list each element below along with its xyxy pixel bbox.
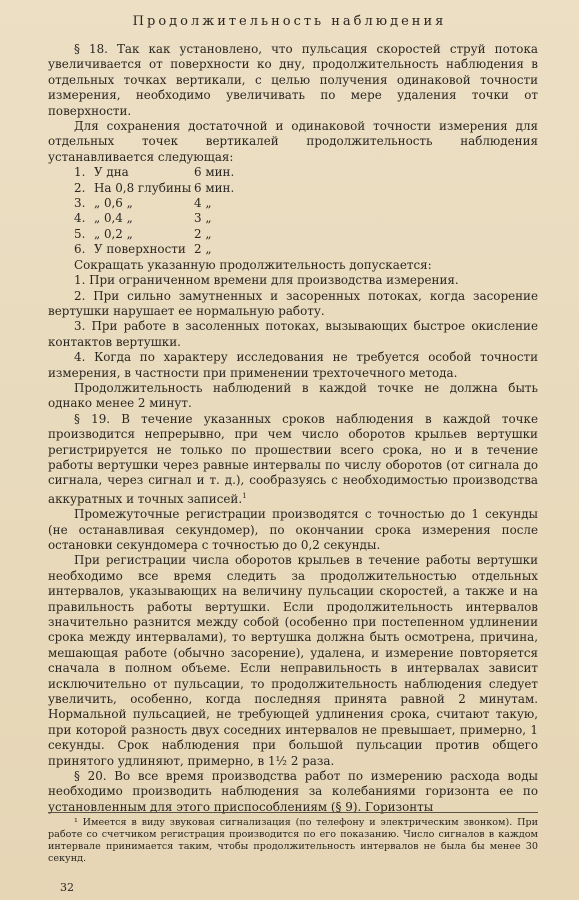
body-text [48, 42, 538, 815]
page-number: 32 [60, 881, 74, 894]
paragraph-19: § 19. В течение указанных сроков наблюдения в каждой точке производится непрерывно, при чем число оборотов крыльев вертушки регистрируется не только по прошествии всего срока, но и в течение работы вертушки через равные интервалы по числу оборотов (от сигнала до сигнала, через сигнал и т. д.), сообразуясь с необходимостью производства аккуратных и точных записей.$^1$ [48, 411, 538, 506]
list-item: 5. „ 0,2 „ 2 „ [74, 226, 212, 241]
footnote-marker: 1 [242, 491, 247, 500]
paragraph-19-intermediate: Промежуточные регистрации производятся с точностью до 1 секунды (не останавливая секундомер), по окончании срока измерения после остановки секундомера с точностью до 0,2 секунды. [48, 507, 538, 552]
list-item: 3. „ 0,6 „ 4 „ [74, 196, 212, 211]
footnote: ¹ Имеется в виду звуковая сигнализация (по телефону и электрическим звонком). При работе со счетчиком регистрация производится по его показанию. Число сигналов в каждом интервале принимается таким, чтобы продолжительность интервалов не была бы менее 30 секунд. [48, 817, 538, 864]
min-duration-note: Продолжительность наблюдений в каждой точке не должна быть однако менее 2 минут. [48, 380, 538, 411]
list-item: 2. На 0,8 глубины 6 мин. [74, 180, 235, 195]
paragraph-18-duration: Для сохранения достаточной и одинаковой точности измерения для отдельных точек вертикалей продолжительность наблюдения устанавливается следующая: [48, 119, 538, 164]
list-item: 1. У дна 6 мин. [74, 165, 235, 180]
paragraph-19-pulsation: При регистрации числа оборотов крыльев в течение работы вертушки необходимо все время следить за продолжительностью отдельных интервалов, указывающих на величину пульсации скоростей, а также и на правильность работы вертушки. Если продолжительность интервалов значительно разнится между собой (особенно при постепенном удлинении срока между интервалами), то вертушка должна быть осмотрена, причина, мешающая работе (обычно засорение), удалена, и измерение повторяется сначала в полном объеме. Если неправильность в интервалах зависит исключительно от пульсации, то продолжительность наблюдения следует увеличить, особенно, когда последняя принята равной 2 минутам. Нормальной пульсацией, не требующей удлинения срока, считают такую, при которой разность двух соседних интервалов не превышает, примерно, 1 секунды. Срок наблюдения при большой пульсации против общего принятого удлиняют, примерно, в 1½ 2 раза. [48, 553, 538, 768]
reduce-intro: Сокращать указанную продолжительность допускается: [74, 257, 432, 272]
reduce-item-4: 4. Когда по характеру исследования не требуется особой точности измерения, в частности при применении трехточечного метода. [48, 350, 538, 380]
paragraph-18: § 18. Так как установлено, что пульсация скоростей струй потока увеличивается от поверхности ко дну, продолжительность наблюдения в отдельных точках вертикали, с целью получения одинаковой точности измерения, необходимо увеличивать по мере удаления точки от поверхности. [48, 42, 538, 118]
reduce-item-2: 2. При сильно замутненных и засоренных потоках, когда засорение вертушки нарушает ее нормальную работу. [48, 288, 538, 318]
footnote-area [48, 812, 538, 865]
reduce-item-1: 1. При ограниченном времени для производства измерения. [74, 273, 459, 288]
list-item: 4. „ 0,4 „ 3 „ [74, 211, 212, 226]
paragraph-20: § 20. Во все время производства работ по измерению расхода воды необходимо производить наблюдения за колебаниями горизонта ее по установленным для этого приспособлениям (§ 9). Горизонты [48, 769, 538, 814]
depth-duration-list [48, 165, 538, 257]
reduce-item-3: 3. При работе в засоленных потоках, вызывающих быстрое окисление контактов вертушки. [48, 319, 538, 349]
running-header: Продолжительность наблюдения [132, 14, 447, 29]
list-item: 6. У поверхности 2 „ [74, 242, 212, 257]
